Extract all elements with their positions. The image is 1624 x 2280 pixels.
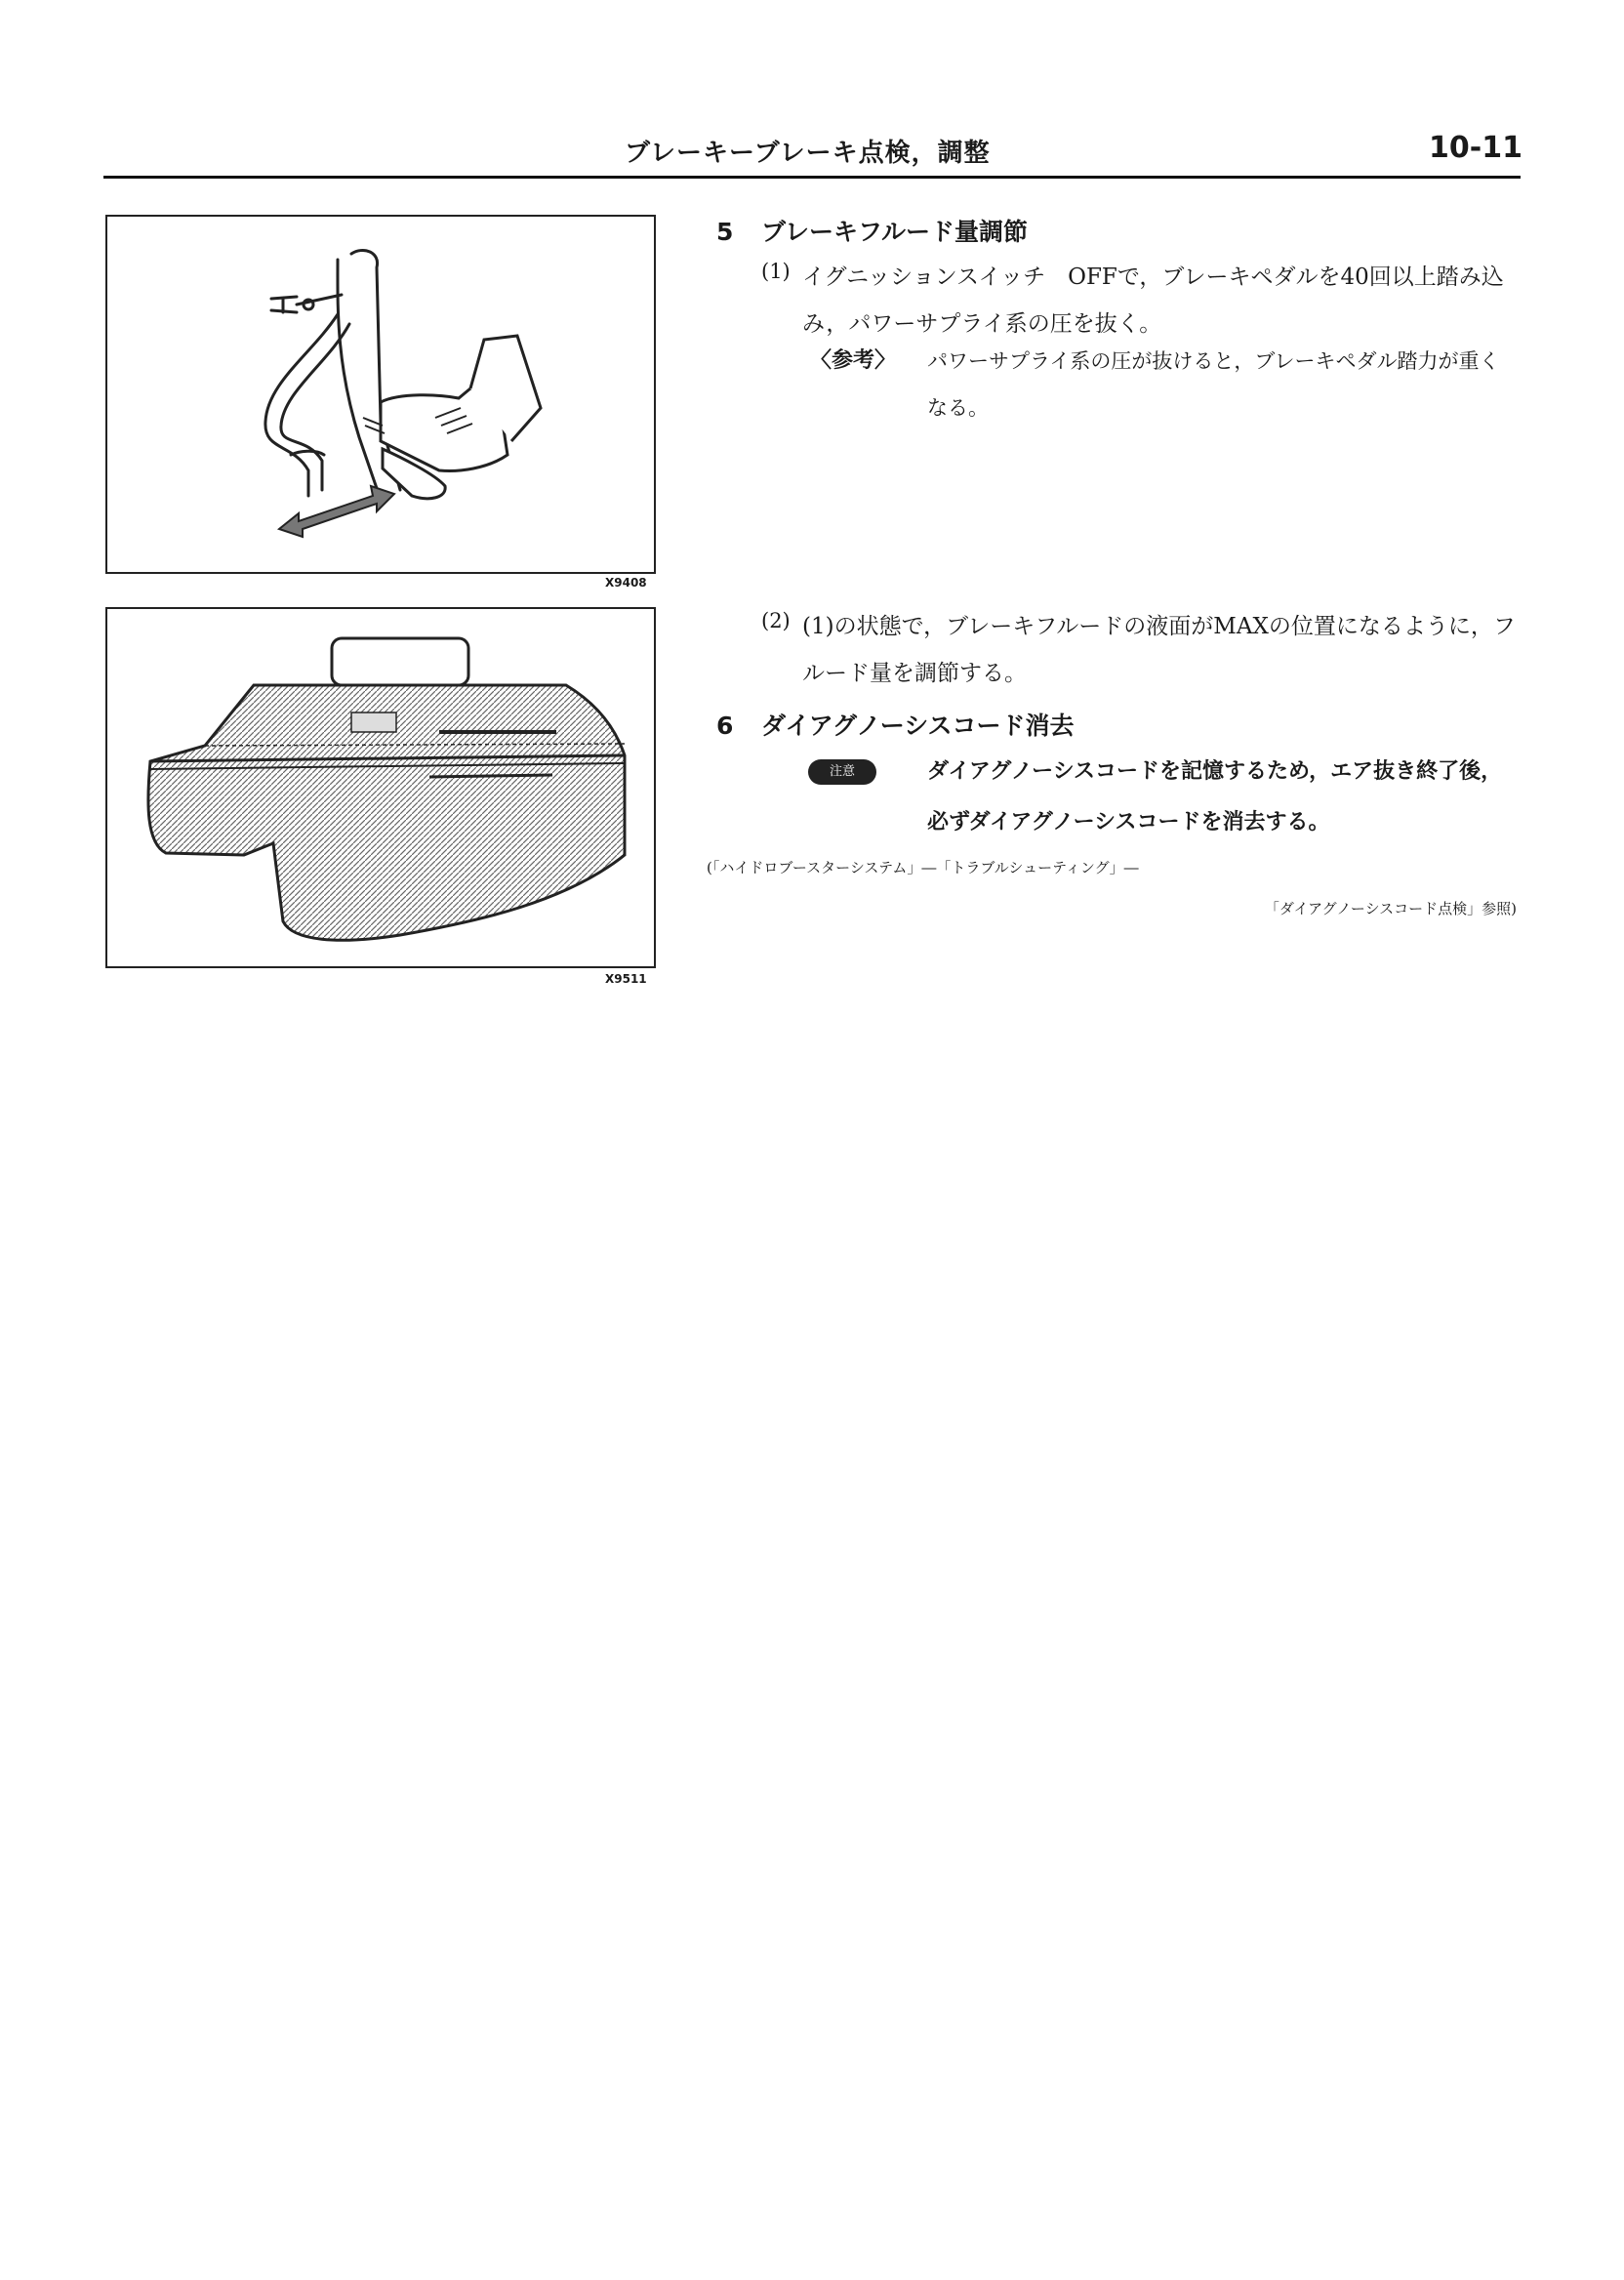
note-label: 〈参考〉 xyxy=(810,347,897,373)
page-number: 10-11 xyxy=(1429,131,1522,165)
section-number: 6 xyxy=(716,712,734,740)
item-label: (1) xyxy=(761,260,791,283)
figure-code: X9511 xyxy=(605,972,647,986)
figure-code: X9408 xyxy=(605,576,647,590)
step-2-text: (1)の状態で，ブレーキフルードの液面がMAXの位置になるように，フルード量を調節する。 xyxy=(802,614,1516,686)
section-5-heading xyxy=(716,213,1028,248)
reference-line: 「ダイアグノーシスコード点検」参照) xyxy=(1264,900,1517,917)
reservoir-figure xyxy=(105,607,656,968)
section-title: ダイアグノーシスコード消去 xyxy=(761,712,1075,740)
page-header-title: ブレーキーブレーキ点検，調整 xyxy=(625,139,991,168)
note-text: パワーサプライ系の圧が抜けると，ブレーキペダル踏力が重くなる。 xyxy=(927,349,1500,420)
caution-badge: 注意 xyxy=(808,759,876,785)
reference-line: (「ハイドロブースターシステム」―「トラブルシューティング」― xyxy=(707,859,1139,876)
item-label: (2) xyxy=(761,609,791,632)
header-divider xyxy=(103,176,1521,179)
fluid-reservoir-illustration xyxy=(107,609,654,966)
caution-text: ダイアグノーシスコードを記憶するため，エア抜き終了後，必ずダイアグノーシスコードを消去する。 xyxy=(927,758,1503,835)
section-6-heading xyxy=(716,707,1075,742)
brake-pedal-illustration xyxy=(107,217,654,572)
brake-pedal-figure xyxy=(105,215,656,574)
step-1-text: イグニッションスイッチ OFFで，ブレーキペダルを40回以上踏み込み，パワーサプライ系の圧を抜く。 xyxy=(802,265,1504,337)
section-number: 5 xyxy=(716,218,734,246)
section-title: ブレーキフルード量調節 xyxy=(761,218,1029,246)
